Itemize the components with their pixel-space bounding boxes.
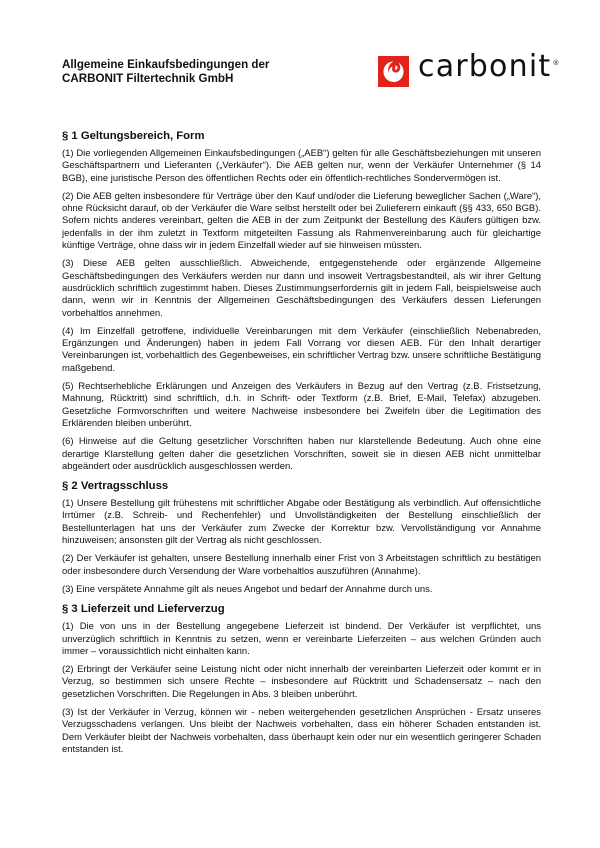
section-geltungsbereich [62,129,541,473]
carbonit-logo-mark-icon [378,56,409,87]
paragraph: (3) Ist der Verkäufer in Verzug, können wir - neben weitergehenden gesetzlichen Ansprüchen - Ersatz unseres Verzugsschadens verlangen. Uns bleibt der Nachweis vorbehalten, dass ein höherer Schaden entstanden ist. Dem Verkäufer bleibt der Nachweis vorbehalten, dass überhaupt kein oder nur ein wesentlich geringerer Schaden entstanden ist. [62,706,541,755]
paragraph: (2) Die AEB gelten insbesondere für Verträge über den Kauf und/oder die Lieferung beweglicher Sachen („Ware“), ohne Rücksicht darauf, ob der Verkäufer die Ware selbst herstellt oder bei Zulieferern einkauft (§§ 433, 650 BGB). Sofern nichts anderes vereinbart, gelten die AEB in der zum Zeitpunkt der Bestellung des Käufers gültigen bzw. jedenfalls in der ihm zuletzt in Textform mitgeteilten Fassung als Rahmenvereinbarung auch für gleichartige künftige Verträge, ohne dass wir in jedem Einzelfall wieder auf sie hinweisen müssten. [62,190,541,252]
paragraph: (4) Im Einzelfall getroffene, individuelle Vereinbarungen mit dem Verkäufer (einschließlich Nebenabreden, Ergänzungen und Änderungen) haben in jedem Fall Vorrang vor diesen AEB. Für den Inhalt derartiger Vereinbarungen ist, vorbehaltlich des Gegenbeweises, ein schriftlicher Vertrag bzw. unsere schriftliche Bestätigung maßgebend. [62,325,541,374]
section-vertragsschluss [62,479,541,596]
logo-wordmark [418,48,561,89]
paragraph: (3) Eine verspätete Annahme gilt als neues Angebot und bedarf der Annahme durch uns. [62,583,433,595]
section-heading: § 2 Vertragsschluss [62,480,169,493]
paragraph: (5) Rechtserhebliche Erklärungen und Anzeigen des Verkäufers in Bezug auf den Vertrag (z.B. Fristsetzung, Mahnung, Rücktritt) sind schriftlich, d.h. in Schrift- oder Textform (z.B. Brief, E-Mail, Telefax) abzugeben. Gesetzliche Formvorschriften und weitere Nachweise insbesondere bei Zweifeln über die Legitimation des Erklärenden bleiben unberührt. [62,381,541,429]
document-body [62,129,541,762]
carbonit-logo [378,48,561,87]
paragraph: (1) Die vorliegenden Allgemeinen Einkaufsbedingungen („AEB“) gelten für alle Geschäftsbeziehungen mit unseren Geschäftspartnern und Lieferanten („Verkäufer“). Die AEB gelten nur, wenn der Verkäufer Unternehmer (§ 14 BGB), eine juristische Person des öffentlichen Rechts oder ein öffentlich-rechtliches Sondervermögen ist. [62,148,541,184]
section-lieferzeit [62,602,541,756]
document-title-line-1: Allgemeine Einkaufsbedingungen der [62,58,270,71]
document-title-line-2: CARBONIT Filtertechnik GmbH [62,72,234,85]
section-heading: § 1 Geltungsbereich, Form [62,130,205,142]
paragraph: (2) Erbringt der Verkäufer seine Leistung nicht oder nicht innerhalb der vereinbarten Lieferzeit oder kommt er in Verzug, so bestimmen sich unsere Rechte – insbesondere auf Rücktritt und Schadensersatz – nach den gesetzlichen Vorschriften. Die Regelungen in Abs. 3 bleiben unberührt. [62,664,541,700]
paragraph: (2) Der Verkäufer ist gehalten, unsere Bestellung innerhalb einer Frist von 3 Arbeitstagen schriftlich zu bestätigen oder insbesondere durch Versendung der Ware vorbehaltlos auszuführen (Annahme). [62,553,541,577]
registered-mark: ® [552,58,561,67]
paragraph: (6) Hinweise auf die Geltung gesetzlicher Vorschriften haben nur klarstellende Bedeutung. Auch ohne eine derartige Klarstellung gelten daher die gesetzlichen Vorschriften, soweit sie in diesen AEB nicht unmittelbar abgeändert oder ausdrücklich ausgeschlossen werden. [62,436,541,472]
paragraph: (1) Die von uns in der Bestellung angegebene Lieferzeit ist bindend. Der Verkäufer ist verpflichtet, uns unverzüglich schriftlich in Kenntnis zu setzen, wenn er vereinbarte Lieferzeiten – aus welchen Gründen auch immer – voraussichtlich nicht einhalten kann. [62,621,541,657]
section-heading: § 3 Lieferzeit und Lieferverzug [62,603,225,616]
paragraph: (3) Diese AEB gelten ausschließlich. Abweichende, entgegenstehende oder ergänzende Allgemeine Geschäftsbedingungen des Verkäufers werden nur dann und insoweit Vertragsbestandteil, als wir ihrer Geltung ausdrücklich schriftlich zugestimmt haben. Dieses Zustimmungserfordernis gilt in jedem Fall, beispielsweise auch dann, wenn wir in Kenntnis der Allgemeinen Geschäftsbedingungen des Verkäufers dessen Lieferungen vorbehaltlos annehmen. [62,258,541,319]
logo-wordmark-text: carbonit [418,48,552,84]
paragraph: (1) Unsere Bestellung gilt frühestens mit schriftlicher Abgabe oder Bestätigung als verbindlich. Auf offensichtliche Irrtümer (z.B. Schreib- und Rechenfehler) und Unvollständigkeiten der Bestellung einschließlich der Bestellunterlagen hat uns der Verkäufer zum Zwecke der Korrektur bzw. Vervollständigung vor Annahme hinzuweisen; ansonsten gilt der Vertrag als nicht geschlossen. [62,498,541,547]
document-title [62,58,269,86]
